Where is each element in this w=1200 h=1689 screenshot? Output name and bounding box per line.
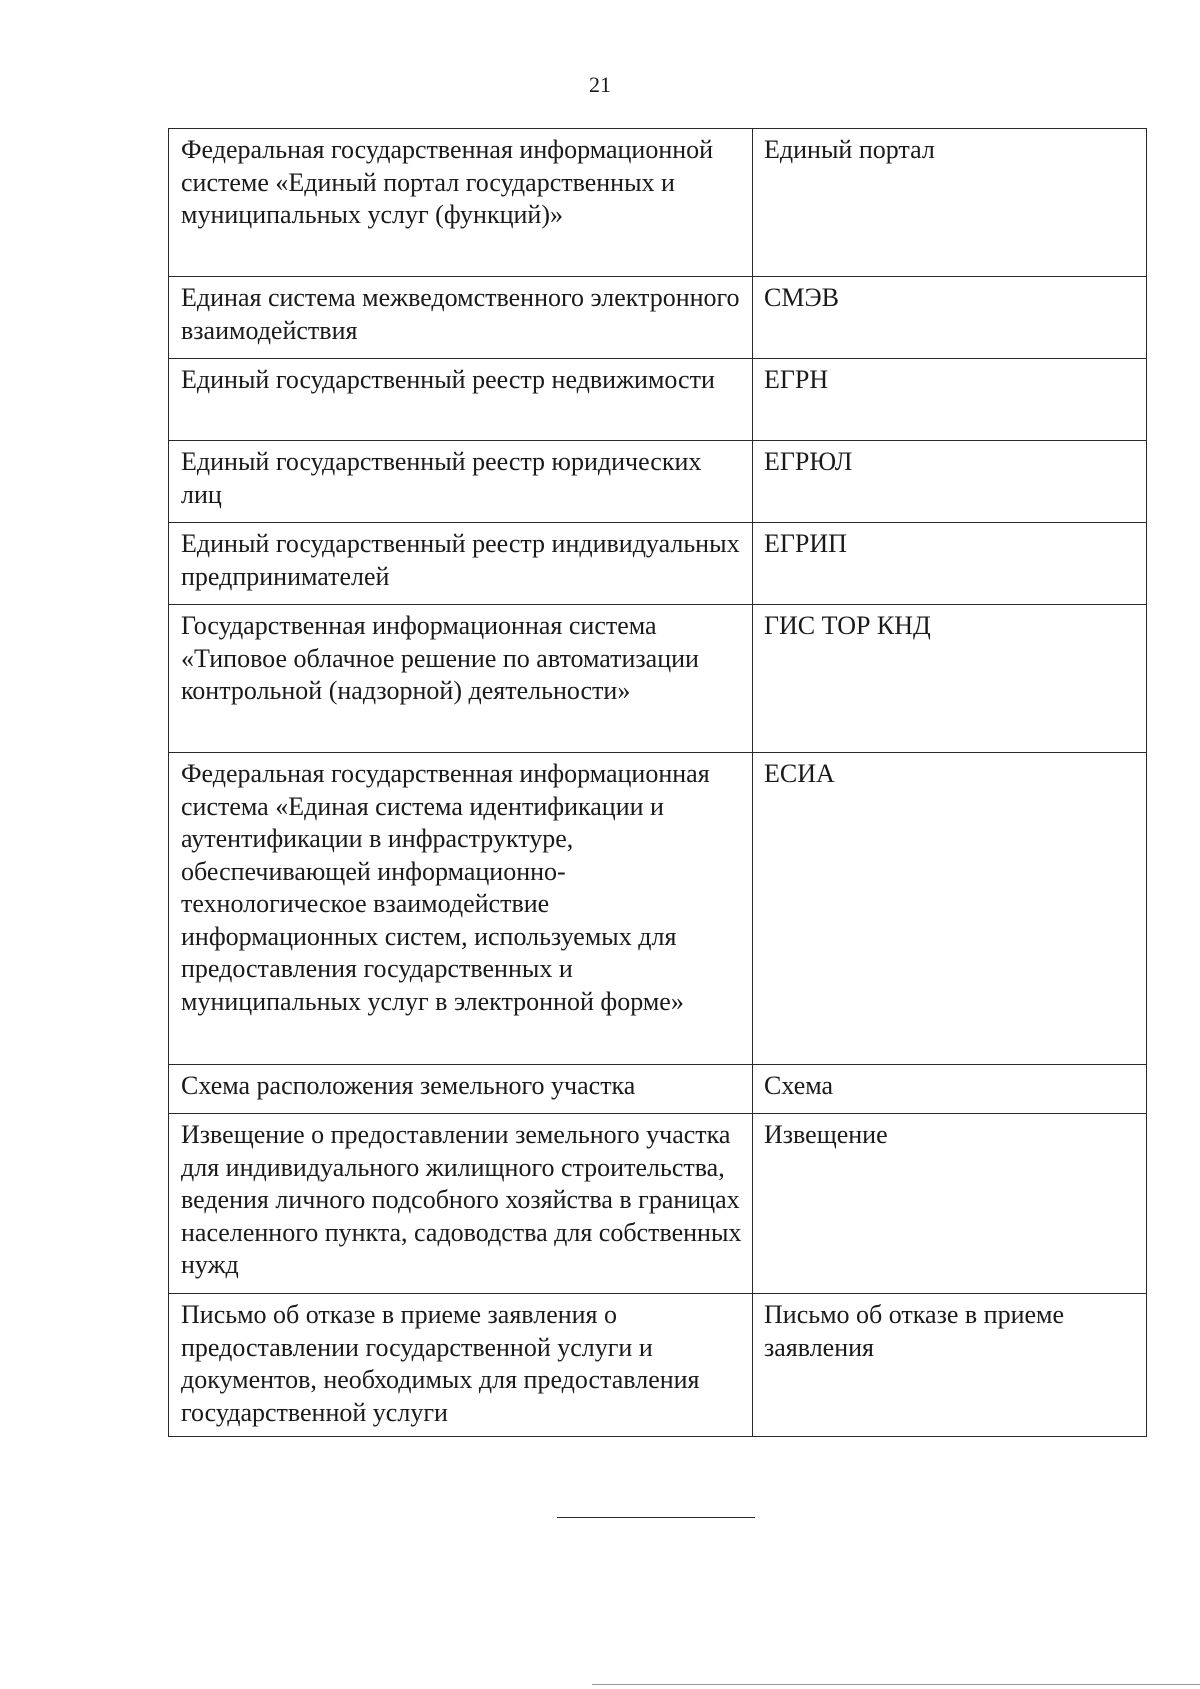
table-row xyxy=(169,1294,1147,1437)
term-abbreviation: ЕГРИП xyxy=(753,523,1147,605)
term-name: Схема расположения земельного участка xyxy=(169,1065,753,1114)
page-number: 21 xyxy=(589,72,611,97)
table-row xyxy=(169,1065,1147,1114)
table-row xyxy=(169,523,1147,605)
footer-divider xyxy=(557,1517,755,1518)
term-abbreviation: СМЭВ xyxy=(753,277,1147,359)
term-name: Извещение о предоставлении земельного участка для индивидуального жилищного строительства, ведения личного подсобного хозяйства в границах населенного пункта, садоводства для собственных нужд xyxy=(169,1114,753,1294)
table-row xyxy=(169,605,1147,753)
term-abbreviation: ЕСИА xyxy=(753,753,1147,1065)
table-row xyxy=(169,1114,1147,1294)
term-abbreviation: ГИС ТОР КНД xyxy=(753,605,1147,753)
term-abbreviation: Извещение xyxy=(753,1114,1147,1294)
table-row xyxy=(169,129,1147,277)
term-name: Единый государственный реестр недвижимости xyxy=(169,359,753,441)
term-name: Единая система межведомственного электронного взаимодействия xyxy=(169,277,753,359)
term-abbreviation: Единый портал xyxy=(753,129,1147,277)
term-abbreviation: Письмо об отказе в приеме заявления xyxy=(753,1294,1147,1437)
abbreviations-table xyxy=(168,128,1147,1437)
term-name: Письмо об отказе в приеме заявления о предоставлении государственной услуги и документов, необходимых для предоставления государственной услуги xyxy=(169,1294,753,1437)
term-name: Государственная информационная система «Типовое облачное решение по автоматизации контрольной (надзорной) деятельности» xyxy=(169,605,753,753)
table-row xyxy=(169,753,1147,1065)
scan-edge-line xyxy=(592,1684,1200,1685)
term-name: Федеральная государственная информационная система «Единая система идентификации и аутентификации в инфраструктуре, обеспечивающей информационно-технологическое взаимодействие информационных систем, используемых для предоставления государственных и муниципальных услуг в электронной форме» xyxy=(169,753,753,1065)
table-row xyxy=(169,441,1147,523)
term-abbreviation: Схема xyxy=(753,1065,1147,1114)
term-name: Единый государственный реестр индивидуальных предпринимателей xyxy=(169,523,753,605)
term-abbreviation: ЕГРЮЛ xyxy=(753,441,1147,523)
table-row xyxy=(169,359,1147,441)
term-name: Федеральная государственная информационной системе «Единый портал государственных и муниципальных услуг (функций)» xyxy=(169,129,753,277)
term-name: Единый государственный реестр юридических лиц xyxy=(169,441,753,523)
term-abbreviation: ЕГРН xyxy=(753,359,1147,441)
table-row xyxy=(169,277,1147,359)
